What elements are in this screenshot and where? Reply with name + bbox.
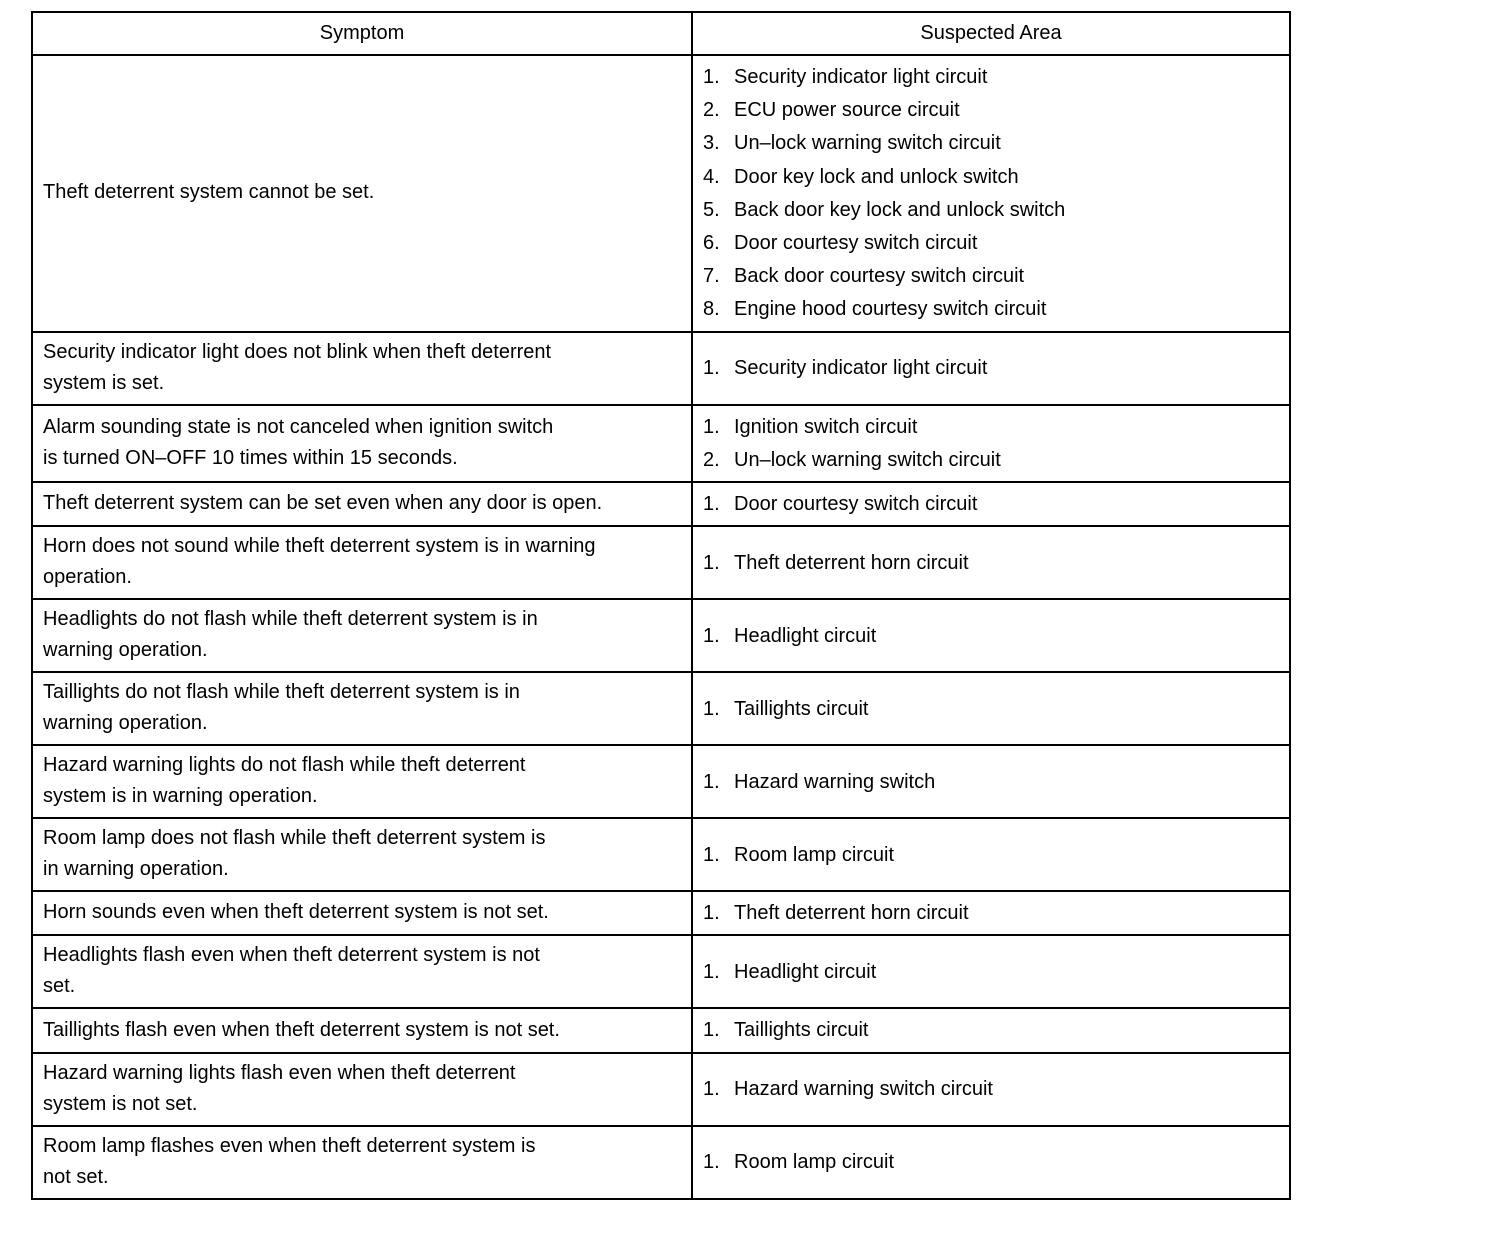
suspected-area-cell bbox=[692, 818, 1290, 891]
symptom-line: set. bbox=[43, 975, 76, 998]
symptom-line: Horn does not sound while theft deterrent system is in warning bbox=[43, 535, 596, 558]
table-row bbox=[32, 599, 1290, 672]
item-number: 1. bbox=[703, 624, 720, 647]
suspected-area-cell bbox=[692, 526, 1290, 599]
item-number: 6. bbox=[703, 232, 720, 255]
item-number: 1. bbox=[703, 493, 720, 516]
item-number: 1. bbox=[703, 66, 720, 88]
item-number: 1. bbox=[703, 697, 720, 720]
symptom-text: Theft deterrent system cannot be set. bbox=[43, 181, 375, 204]
suspected-area-item bbox=[703, 897, 1279, 930]
symptom-table bbox=[31, 11, 1291, 1200]
item-text: Room lamp circuit bbox=[734, 1151, 895, 1174]
symptom-line: warning operation. bbox=[43, 712, 208, 735]
table-row bbox=[32, 745, 1290, 818]
item-number: 1. bbox=[703, 1019, 720, 1042]
symptom-cell bbox=[32, 599, 692, 672]
symptom-text: Taillights flash even when theft deterrent system is not set. bbox=[43, 1018, 560, 1041]
item-text: ECU power source circuit bbox=[734, 99, 960, 122]
item-number: 7. bbox=[703, 265, 720, 288]
suspected-area-item bbox=[703, 227, 1279, 260]
symptom-cell bbox=[32, 818, 692, 891]
item-number: 1. bbox=[703, 1078, 720, 1101]
suspected-area-item bbox=[703, 61, 1279, 94]
suspected-area-item bbox=[703, 1073, 1279, 1106]
table-row bbox=[32, 482, 1290, 526]
suspected-area-cell bbox=[692, 672, 1290, 745]
suspected-area-cell bbox=[692, 405, 1290, 482]
table-row bbox=[32, 1008, 1290, 1052]
suspected-area-item bbox=[703, 547, 1279, 580]
item-text: Taillights circuit bbox=[734, 697, 869, 720]
table-row bbox=[32, 405, 1290, 482]
table-row bbox=[32, 55, 1290, 332]
symptom-cell bbox=[32, 1008, 692, 1052]
item-number: 1. bbox=[703, 770, 720, 793]
item-number: 2. bbox=[703, 99, 720, 122]
suspected-area-cell bbox=[692, 482, 1290, 526]
table-row bbox=[32, 672, 1290, 745]
suspected-area-item bbox=[703, 839, 1279, 872]
item-number: 3. bbox=[703, 132, 720, 155]
suspected-area-item bbox=[703, 352, 1279, 385]
symptom-cell bbox=[32, 55, 692, 332]
item-text: Back door key lock and unlock switch bbox=[734, 198, 1066, 221]
item-text: Engine hood courtesy switch circuit bbox=[734, 298, 1047, 321]
item-number: 8. bbox=[703, 298, 720, 321]
suspected-area-item bbox=[703, 127, 1279, 160]
suspected-area-cell bbox=[692, 599, 1290, 672]
item-text: Security indicator light circuit bbox=[734, 357, 988, 380]
symptom-line: system is set. bbox=[43, 371, 165, 394]
suspected-area-item bbox=[703, 1014, 1279, 1047]
symptom-line: Alarm sounding state is not canceled when ignition switch bbox=[43, 415, 554, 438]
symptom-line: Taillights do not flash while theft deterrent system is in bbox=[43, 681, 520, 704]
header-suspected-area: Suspected Area bbox=[692, 12, 1290, 55]
symptom-cell bbox=[32, 672, 692, 745]
item-text: Un–lock warning switch circuit bbox=[734, 132, 1001, 155]
symptom-line: Hazard warning lights do not flash while theft deterrent bbox=[43, 754, 526, 777]
item-number: 1. bbox=[703, 1151, 720, 1174]
symptom-line: Hazard warning lights flash even when theft deterrent bbox=[43, 1061, 516, 1084]
item-text: Back door courtesy switch circuit bbox=[734, 265, 1025, 288]
item-number: 1. bbox=[703, 960, 720, 983]
symptom-text: Theft deterrent system can be set even when any door is open. bbox=[43, 492, 603, 515]
table-row bbox=[32, 1126, 1290, 1199]
header-symptom: Symptom bbox=[32, 12, 692, 55]
suspected-area-item bbox=[703, 161, 1279, 194]
symptom-cell bbox=[32, 482, 692, 526]
item-text: Ignition switch circuit bbox=[734, 415, 918, 438]
symptom-line: operation. bbox=[43, 566, 132, 589]
header-row bbox=[32, 12, 1290, 55]
symptom-cell bbox=[32, 405, 692, 482]
symptom-line: Room lamp does not flash while theft deterrent system is bbox=[43, 827, 546, 850]
suspected-area-item bbox=[703, 260, 1279, 293]
suspected-area-cell bbox=[692, 55, 1290, 332]
item-number: 1. bbox=[703, 551, 720, 574]
symptom-line: system is not set. bbox=[43, 1092, 198, 1115]
suspected-area-item bbox=[703, 488, 1279, 521]
item-number: 1. bbox=[703, 902, 720, 925]
symptom-line: Room lamp flashes even when theft deterrent system is bbox=[43, 1134, 536, 1157]
item-text: Door courtesy switch circuit bbox=[734, 232, 978, 255]
suspected-area-cell bbox=[692, 891, 1290, 935]
symptom-line: is turned ON–OFF 10 times within 15 seconds. bbox=[43, 446, 458, 469]
item-text: Headlight circuit bbox=[734, 624, 877, 647]
table-body bbox=[32, 55, 1290, 1199]
item-text: Hazard warning switch circuit bbox=[734, 1078, 993, 1101]
table-row bbox=[32, 332, 1290, 405]
symptom-cell bbox=[32, 1126, 692, 1199]
symptom-line: Security indicator light does not blink when theft deterrent bbox=[43, 340, 552, 363]
symptom-line: Headlights flash even when theft deterrent system is not bbox=[43, 944, 540, 967]
suspected-area-cell bbox=[692, 1008, 1290, 1052]
item-text: Door courtesy switch circuit bbox=[734, 493, 978, 516]
symptom-line: Headlights do not flash while theft deterrent system is in bbox=[43, 608, 538, 631]
table-row bbox=[32, 526, 1290, 599]
item-text: Headlight circuit bbox=[734, 960, 877, 983]
suspected-area-cell bbox=[692, 332, 1290, 405]
suspected-area-cell bbox=[692, 1126, 1290, 1199]
item-number: 4. bbox=[703, 165, 720, 188]
item-text: Theft deterrent horn circuit bbox=[734, 551, 969, 574]
symptom-cell bbox=[32, 745, 692, 818]
item-text: Taillights circuit bbox=[734, 1019, 869, 1042]
symptom-text: Horn sounds even when theft deterrent system is not set. bbox=[43, 901, 549, 924]
item-text: Theft deterrent horn circuit bbox=[734, 902, 969, 925]
item-number: 1. bbox=[703, 415, 720, 438]
symptom-cell bbox=[32, 891, 692, 935]
suspected-area-cell bbox=[692, 1053, 1290, 1126]
suspected-area-item bbox=[703, 194, 1279, 227]
table-row bbox=[32, 1053, 1290, 1126]
suspected-area-item bbox=[703, 411, 1279, 444]
suspected-area-item bbox=[703, 444, 1279, 477]
item-text: Door key lock and unlock switch bbox=[734, 165, 1019, 188]
suspected-area-item bbox=[703, 766, 1279, 799]
suspected-area-cell bbox=[692, 935, 1290, 1008]
symptom-cell bbox=[32, 935, 692, 1008]
suspected-area-item bbox=[703, 693, 1279, 726]
suspected-area-item bbox=[703, 620, 1279, 653]
symptom-cell bbox=[32, 526, 692, 599]
item-number: 1. bbox=[703, 843, 720, 866]
symptom-line: warning operation. bbox=[43, 639, 208, 662]
symptom-line: in warning operation. bbox=[43, 858, 229, 881]
suspected-area-item bbox=[703, 956, 1279, 989]
suspected-area-item bbox=[703, 94, 1279, 127]
symptom-line: not set. bbox=[43, 1165, 109, 1188]
item-text: Un–lock warning switch circuit bbox=[734, 448, 1001, 471]
item-text: Hazard warning switch bbox=[734, 770, 936, 793]
suspected-area-item bbox=[703, 1146, 1279, 1179]
suspected-area-cell bbox=[692, 745, 1290, 818]
suspected-area-item bbox=[703, 293, 1279, 326]
symptom-line: system is in warning operation. bbox=[43, 785, 318, 808]
item-text: Room lamp circuit bbox=[734, 843, 895, 866]
symptom-cell bbox=[32, 1053, 692, 1126]
table-row bbox=[32, 891, 1290, 935]
table-row bbox=[32, 935, 1290, 1008]
item-number: 1. bbox=[703, 357, 720, 380]
symptom-cell bbox=[32, 332, 692, 405]
table-row bbox=[32, 818, 1290, 891]
item-number: 2. bbox=[703, 448, 720, 471]
item-number: 5. bbox=[703, 198, 720, 221]
item-text: Security indicator light circuit bbox=[734, 66, 988, 88]
